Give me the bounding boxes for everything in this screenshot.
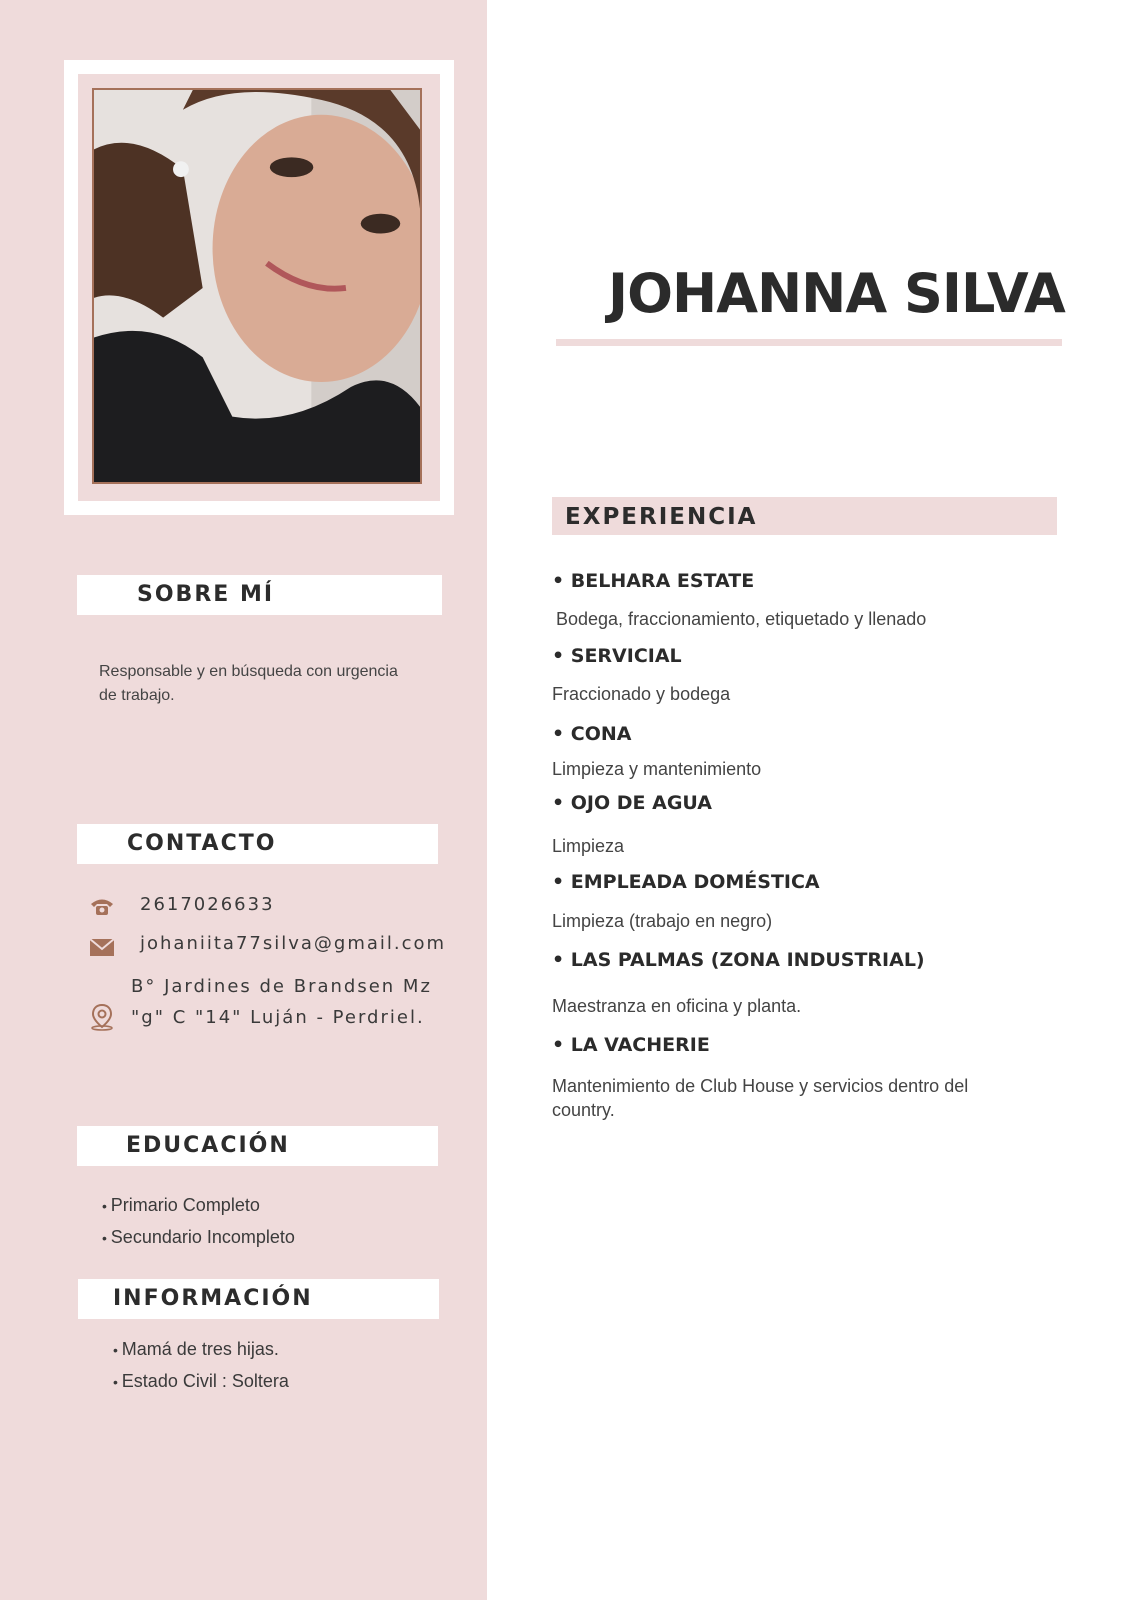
address-line-2: "g" C "14" Luján - Perdriel. bbox=[131, 1007, 425, 1028]
job-title: • LAS PALMAS (ZONA INDUSTRIAL) bbox=[552, 949, 925, 971]
list-item: • Primario Completo bbox=[102, 1190, 295, 1222]
contact-heading: CONTACTO bbox=[77, 824, 438, 864]
education-list bbox=[102, 1190, 295, 1254]
phone-icon bbox=[88, 893, 116, 921]
list-item: • Estado Civil : Soltera bbox=[113, 1366, 289, 1398]
profile-photo-frame bbox=[64, 60, 454, 515]
about-text: Responsable y en búsqueda con urgencia de trabajo. bbox=[99, 663, 398, 704]
job-description: Maestranza en oficina y planta. bbox=[552, 996, 802, 1016]
page-title: JOHANNA SILVA bbox=[608, 262, 1065, 325]
job-title: • EMPLEADA DOMÉSTICA bbox=[552, 871, 820, 893]
info-heading: INFORMACIÓN bbox=[78, 1279, 439, 1319]
info-list bbox=[113, 1334, 289, 1398]
job-description: Limpieza bbox=[552, 836, 625, 856]
job-title: • LA VACHERIE bbox=[552, 1034, 710, 1056]
job-description: Mantenimiento de Club House y servicios dentro del country. bbox=[552, 1076, 969, 1120]
email-address[interactable]: johaniita77silva@gmail.com bbox=[140, 933, 447, 954]
profile-photo bbox=[92, 88, 422, 484]
location-icon bbox=[88, 1003, 116, 1031]
experience-heading: EXPERIENCIA bbox=[552, 497, 1057, 535]
job-title: • OJO DE AGUA bbox=[552, 792, 712, 814]
email-icon bbox=[88, 933, 116, 961]
job-title: • BELHARA ESTATE bbox=[552, 570, 755, 592]
list-item: • Mamá de tres hijas. bbox=[113, 1334, 289, 1366]
job-title: • SERVICIAL bbox=[552, 645, 682, 667]
job-description: Bodega, fraccionamiento, etiquetado y llenado bbox=[556, 609, 927, 629]
job-description: Limpieza (trabajo en negro) bbox=[552, 911, 773, 931]
title-divider bbox=[556, 339, 1062, 346]
address-line-1: B° Jardines de Brandsen Mz bbox=[131, 976, 432, 997]
list-item: • Secundario Incompleto bbox=[102, 1222, 295, 1254]
phone-number[interactable]: 2617026633 bbox=[140, 894, 275, 915]
job-description: Limpieza y mantenimiento bbox=[552, 759, 762, 779]
education-heading: EDUCACIÓN bbox=[77, 1126, 438, 1166]
about-heading: SOBRE MÍ bbox=[77, 575, 442, 615]
job-title: • CONA bbox=[552, 723, 632, 745]
job-description: Fraccionado y bodega bbox=[552, 684, 731, 704]
